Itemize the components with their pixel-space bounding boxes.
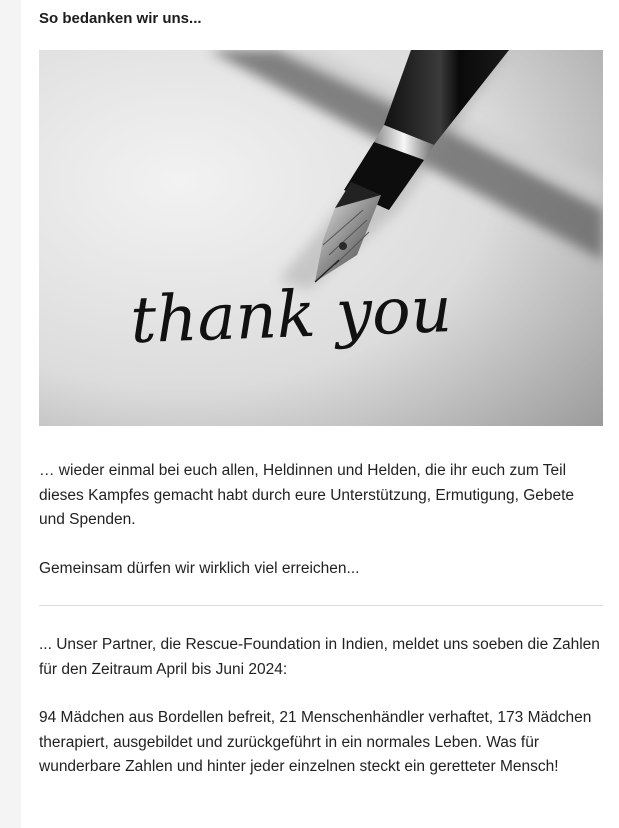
paragraph-partner: ... Unser Partner, die Rescue-Foundation in Indien, meldet uns soeben die Zahlen für den Zeitraum April bis Juni 2024:	[39, 636, 600, 678]
hero-image	[39, 50, 603, 426]
left-margin-strip	[0, 0, 21, 828]
paragraph-thanks: … wieder einmal bei euch allen, Heldinnen und Helden, die ihr euch zum Teil dieses Kampfes gemacht habt durch eure Unterstützung, Ermutigung, Gebete und Spenden.	[39, 462, 575, 528]
paragraph-numbers: 94 Mädchen aus Bordellen befreit, 21 Menschenhändler verhaftet, 173 Mädchen therapiert, ausgebildet und zurückgeführt in ein normales Leben. Was für wunderbare Zahlen und hinter jeder einzelnen steckt ein geretteter Mensch!	[39, 709, 592, 775]
thank-you-pen-illustration	[39, 50, 603, 426]
newsletter-content	[39, 0, 603, 780]
section-divider	[39, 605, 603, 606]
handwritten-thank-you: thank you	[129, 273, 454, 359]
paragraph-together: Gemeinsam dürfen wir wirklich viel erreichen...	[39, 559, 360, 577]
section-heading: So bedanken wir uns...	[39, 10, 202, 27]
